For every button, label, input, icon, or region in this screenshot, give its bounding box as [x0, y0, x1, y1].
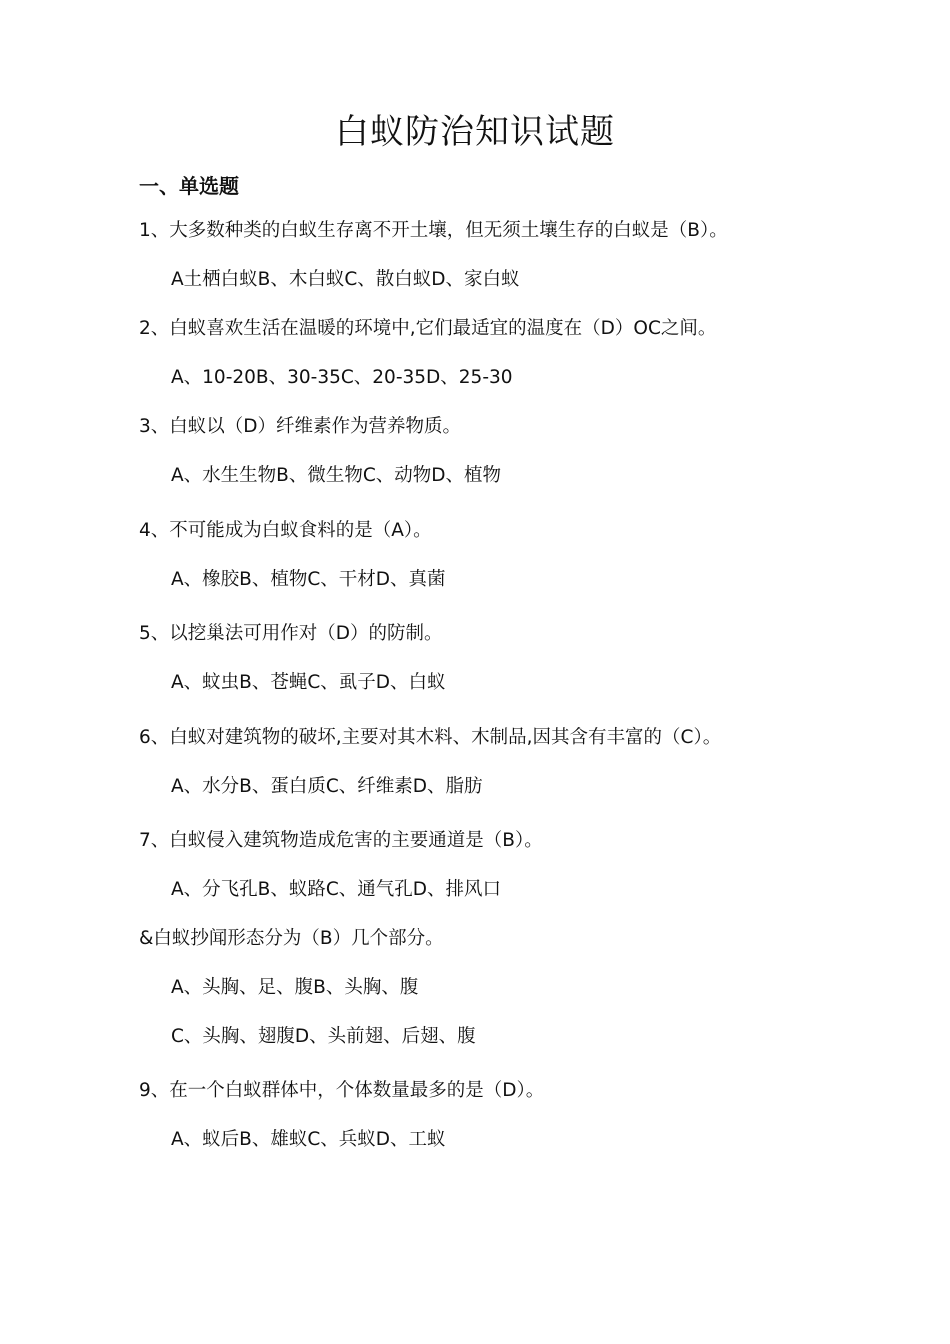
- question-1: 1、大多数种类的白蚁生存离不开土壤，但无须土壤生存的白蚁是（B）。: [139, 220, 728, 241]
- question-2: 2、白蚁喜欢生活在温暖的环境中,它们最适宜的温度在（D）OC之间。: [139, 318, 717, 339]
- question-8-options-1: A、头胸、足、腹B、头胸、腹: [171, 977, 419, 998]
- question-8: &白蚁抄闻形态分为（B）几个部分。: [139, 928, 444, 949]
- question-4-options: A、橡胶B、植物C、干材D、真菌: [171, 569, 446, 590]
- question-5-options: A、蚊虫B、苍蝇C、虱子D、白蚁: [171, 672, 446, 693]
- question-3: 3、白蚁以（D）纤维素作为营养物质。: [139, 416, 462, 437]
- question-5: 5、以挖巢法可用作对（D）的防制。: [139, 623, 443, 644]
- section-heading: 一、单选题: [139, 174, 239, 198]
- question-3-options: A、水生生物B、微生物C、动物D、植物: [171, 465, 502, 486]
- question-7-options: A、分飞孔B、蚁路C、通气孔D、排风口: [171, 879, 502, 900]
- question-8-options-2: C、头胸、翅腹D、头前翅、后翅、腹: [171, 1026, 476, 1047]
- question-9: 9、在一个白蚁群体中，个体数量最多的是（D）。: [139, 1080, 545, 1101]
- document-title: 白蚁防治知识试题: [335, 112, 615, 152]
- question-1-options: A土栖白蚁B、木白蚁C、散白蚁D、家白蚁: [171, 269, 520, 290]
- question-2-options: A、10-20B、30-35C、20-35D、25-30: [171, 367, 513, 388]
- question-4: 4、不可能成为白蚁食料的是（A）。: [139, 520, 432, 541]
- question-6-options: A、水分B、蛋白质C、纤维素D、脂肪: [171, 776, 483, 797]
- question-9-options: A、蚁后B、雄蚁C、兵蚁D、工蚁: [171, 1129, 446, 1150]
- question-7: 7、白蚁侵入建筑物造成危害的主要通道是（B）。: [139, 830, 543, 851]
- question-6: 6、白蚁对建筑物的破坏,主要对其木料、木制品,因其含有丰富的（C）。: [139, 727, 722, 748]
